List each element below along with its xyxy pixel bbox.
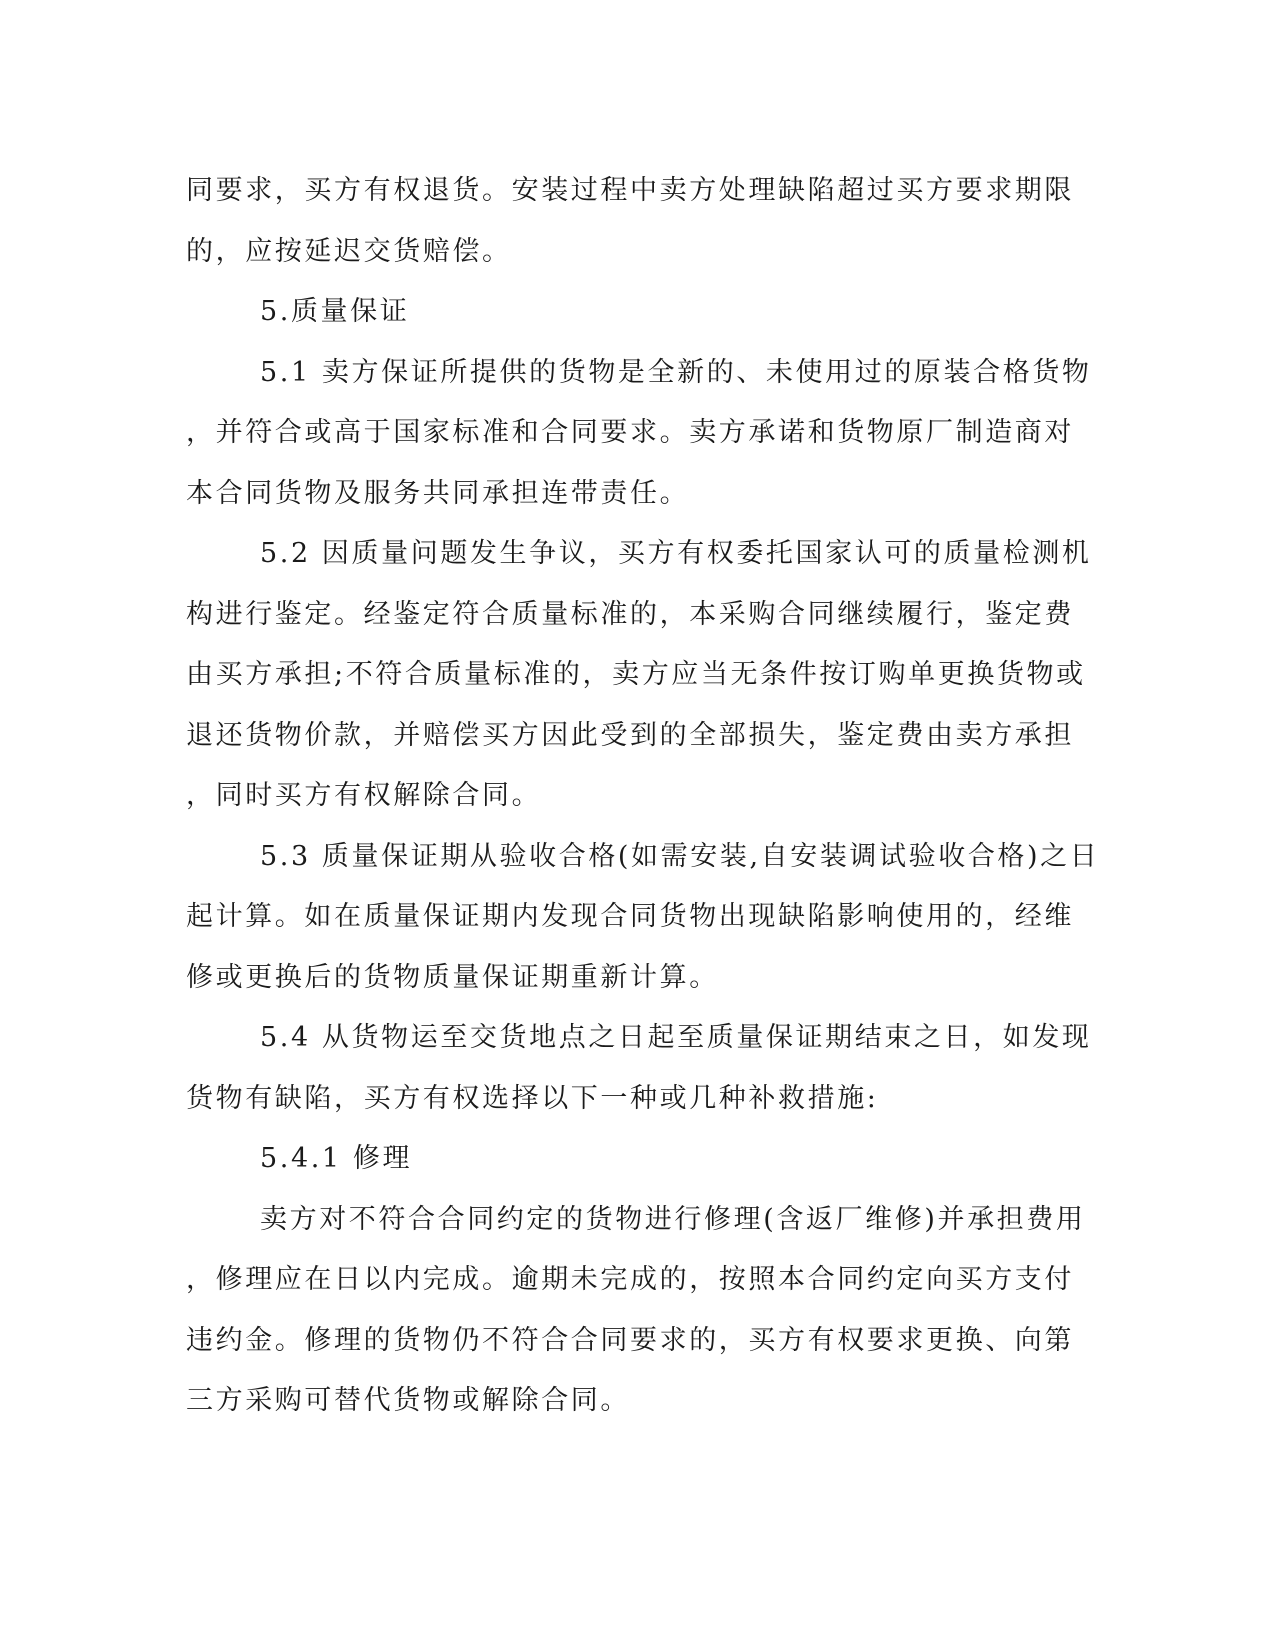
text-line: 5.3 质量保证期从验收合格(如需安装,自安装调试验收合格)之日 bbox=[260, 840, 1100, 872]
text-line: 本合同货物及服务共同承担连带责任。 bbox=[186, 477, 690, 509]
section-heading: 5.质量保证 bbox=[260, 296, 410, 327]
text-line: 修或更换后的货物质量保证期重新计算。 bbox=[186, 961, 719, 993]
text-line: ，修理应在日以内完成。逾期未完成的，按照本合同约定向买方支付 bbox=[186, 1264, 1074, 1295]
subsection-heading: 5.4.1 修理 bbox=[260, 1143, 413, 1174]
text-line: 货物有缺陷，买方有权选择以下一种或几种补救措施: bbox=[186, 1082, 879, 1114]
text-line: 构进行鉴定。经鉴定符合质量标准的，本采购合同继续履行，鉴定费 bbox=[186, 598, 1074, 630]
text-line: 同要求，买方有权退货。安装过程中卖方处理缺陷超过买方要求期限 bbox=[186, 175, 1074, 206]
text-line: 由买方承担;不符合质量标准的，卖方应当无条件按订购单更换货物或 bbox=[186, 659, 1086, 690]
text-line: 卖方对不符合合同约定的货物进行修理(含返厂维修)并承担费用 bbox=[260, 1203, 1086, 1235]
text-line: ，并符合或高于国家标准和合同要求。卖方承诺和货物原厂制造商对 bbox=[186, 417, 1074, 448]
text-line: 5.1 卖方保证所提供的货物是全新的、未使用过的原装合格货物 bbox=[260, 356, 1092, 388]
text-line: 的，应按延迟交货赔偿。 bbox=[186, 235, 512, 267]
text-line: 违约金。修理的货物仍不符合合同要求的，买方有权要求更换、向第 bbox=[186, 1324, 1074, 1356]
text-line: 5.4 从货物运至交货地点之日起至质量保证期结束之日，如发现 bbox=[260, 1022, 1092, 1053]
text-line: 三方采购可替代货物或解除合同。 bbox=[186, 1385, 630, 1416]
text-line: ，同时买方有权解除合同。 bbox=[186, 780, 542, 811]
text-line: 起计算。如在质量保证期内发现合同货物出现缺陷影响使用的，经维 bbox=[186, 901, 1074, 932]
document-body bbox=[186, 161, 1100, 1432]
text-line: 5.2 因质量问题发生争议，买方有权委托国家认可的质量检测机 bbox=[260, 538, 1092, 569]
text-line: 退还货物价款，并赔偿买方因此受到的全部损失，鉴定费由卖方承担 bbox=[186, 719, 1074, 751]
